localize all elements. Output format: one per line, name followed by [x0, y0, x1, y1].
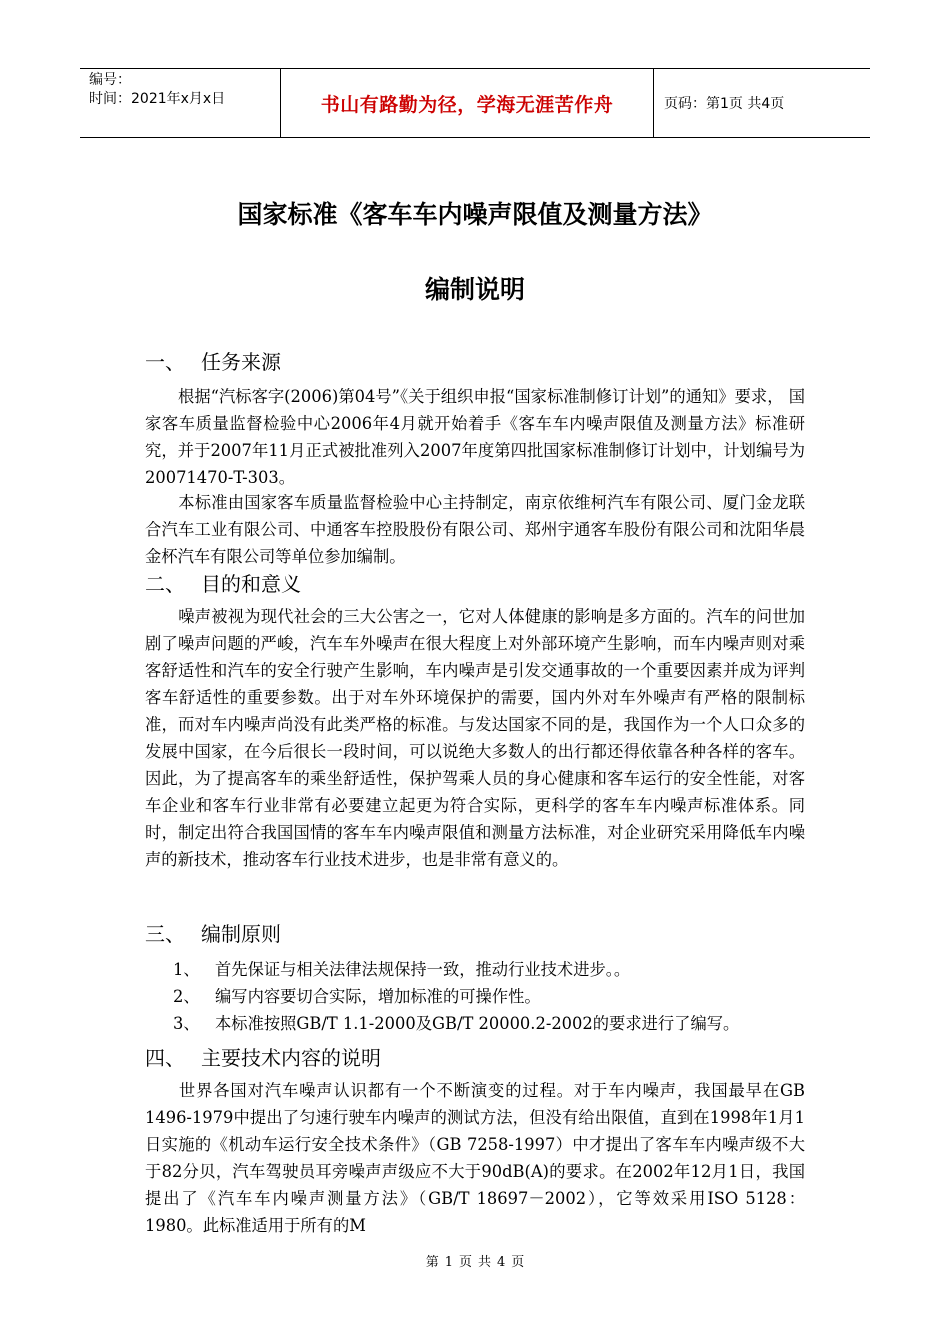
number-label: 编号： — [89, 72, 131, 88]
document-subtitle: 编制说明 — [424, 275, 525, 304]
list-item — [173, 956, 630, 983]
list-number: 2、 — [173, 987, 200, 1006]
page-footer — [0, 1251, 950, 1270]
section-number: 二、 — [145, 572, 185, 596]
list-number: 3、 — [173, 1014, 200, 1033]
paragraph-text: 世界各国对汽车噪声认识都有一个不断演变的过程。对于车内噪声，我国最早在GB 1496-1979中提出了匀速行驶车内噪声的测试方法，但没有给出限值，直到在1998年1月1日实施的《机动车运行安全技术条件》（GB 7258-1997）中才提出了客车车内噪声级不大于82分贝，汽车驾驶员耳旁噪声声级应不大于90dB(A)的要求。在2002年12月1日，我国提出了《汽车车内噪声测量方法》（GB/T 18697－2002），它等效采用ISO 5128：1980。此标准适用于所有的M — [145, 1081, 806, 1235]
footer-total-label: 共 — [478, 1255, 492, 1270]
list-item — [173, 983, 541, 1010]
section-title: 目的和意义 — [201, 572, 301, 596]
document-title: 国家标准《客车车内噪声限值及测量方法》 — [237, 200, 713, 229]
paragraph — [145, 1077, 805, 1239]
section-number: 三、 — [145, 922, 185, 946]
motto-text: 书山有路勤为径，学海无涯苦作舟 — [320, 93, 614, 116]
section-title: 编制原则 — [201, 922, 281, 946]
header-page-info — [654, 69, 870, 137]
page-header — [80, 68, 870, 138]
list-text: 编写内容要切合实际，增加标准的可操作性。 — [215, 987, 541, 1006]
paragraph-text: 本标准由国家客车质量监督检验中心主持制定，南京依维柯汽车有限公司、厦门金龙联合汽车工业有限公司、中通客车控股股份有限公司、郑州宇通客车股份有限公司和沈阳华晨金杯汽车有限公司等单位参加编制。 — [145, 493, 805, 566]
section-title: 任务来源 — [201, 350, 281, 374]
paragraph-text: 根据“汽标客字(2006)第04号”《关于组织申报“国家标准制修订计划”的通知》要求， 国家客车质量监督检验中心2006年4月就开始着手《客车车内噪声限值及测量方法》标准研究，并于2007年11月正式被批准列入2007年度第四批国家标准制修订计划中，计划编号为20071470-T-303。 — [145, 387, 805, 487]
footer-total-unit: 页 — [511, 1255, 525, 1270]
section-heading-3 — [145, 918, 281, 947]
section-number: 四、 — [145, 1046, 185, 1070]
paragraph — [145, 603, 805, 873]
time-label: 时间：2021年x月x日 — [89, 91, 226, 107]
list-number: 1、 — [173, 960, 200, 979]
list-text: 首先保证与相关法律法规保持一致，推动行业技术进步。。 — [215, 960, 631, 979]
paragraph — [145, 489, 805, 570]
list-text: 本标准按照GB/T 1.1-2000及GB/T 20000.2-2002的要求进行了编写。 — [215, 1014, 740, 1033]
paragraph — [145, 383, 805, 491]
list-item — [173, 1010, 739, 1037]
footer-page-num: 1 — [444, 1255, 453, 1270]
footer-total-num: 4 — [497, 1255, 506, 1270]
footer-page-unit: 页 — [458, 1255, 472, 1270]
paragraph-text: 噪声被视为现代社会的三大公害之一，它对人体健康的影响是多方面的。汽车的问世加剧了噪声问题的严峻，汽车车外噪声在很大程度上对外部环境产生影响，而车内噪声则对乘客舒适性和汽车的安全行驶产生影响，车内噪声是引发交通事故的一个重要因素并成为评判客车舒适性的重要参数。出于对车外环境保护的需要，国内外对车外噪声有严格的限制标准，而对车内噪声尚没有此类严格的标准。与发达国家不同的是，我国作为一个人口众多的发展中国家，在今后很长一段时间，可以说绝大多数人的出行都还得依靠各种各样的客车。因此，为了提高客车的乘坐舒适性，保护驾乘人员的身心健康和客车运行的安全性能，对客车企业和客车行业非常有必要建立起更为符合实际，更科学的客车车内噪声标准体系。同时，制定出符合我国国情的客车车内噪声限值和测量方法标准，对企业研究采用降低车内噪声的新技术，推动客车行业技术进步，也是非常有意义的。 — [145, 607, 805, 869]
section-heading-4 — [145, 1042, 381, 1071]
footer-page-label: 第 — [425, 1255, 439, 1270]
header-meta — [80, 69, 280, 137]
section-number: 一、 — [145, 350, 185, 374]
page-info-text: 页码：第1页 共4页 — [664, 96, 785, 112]
section-heading-1 — [145, 346, 281, 375]
section-heading-2 — [145, 568, 301, 597]
section-title: 主要技术内容的说明 — [201, 1046, 381, 1070]
header-motto-cell — [280, 69, 654, 137]
